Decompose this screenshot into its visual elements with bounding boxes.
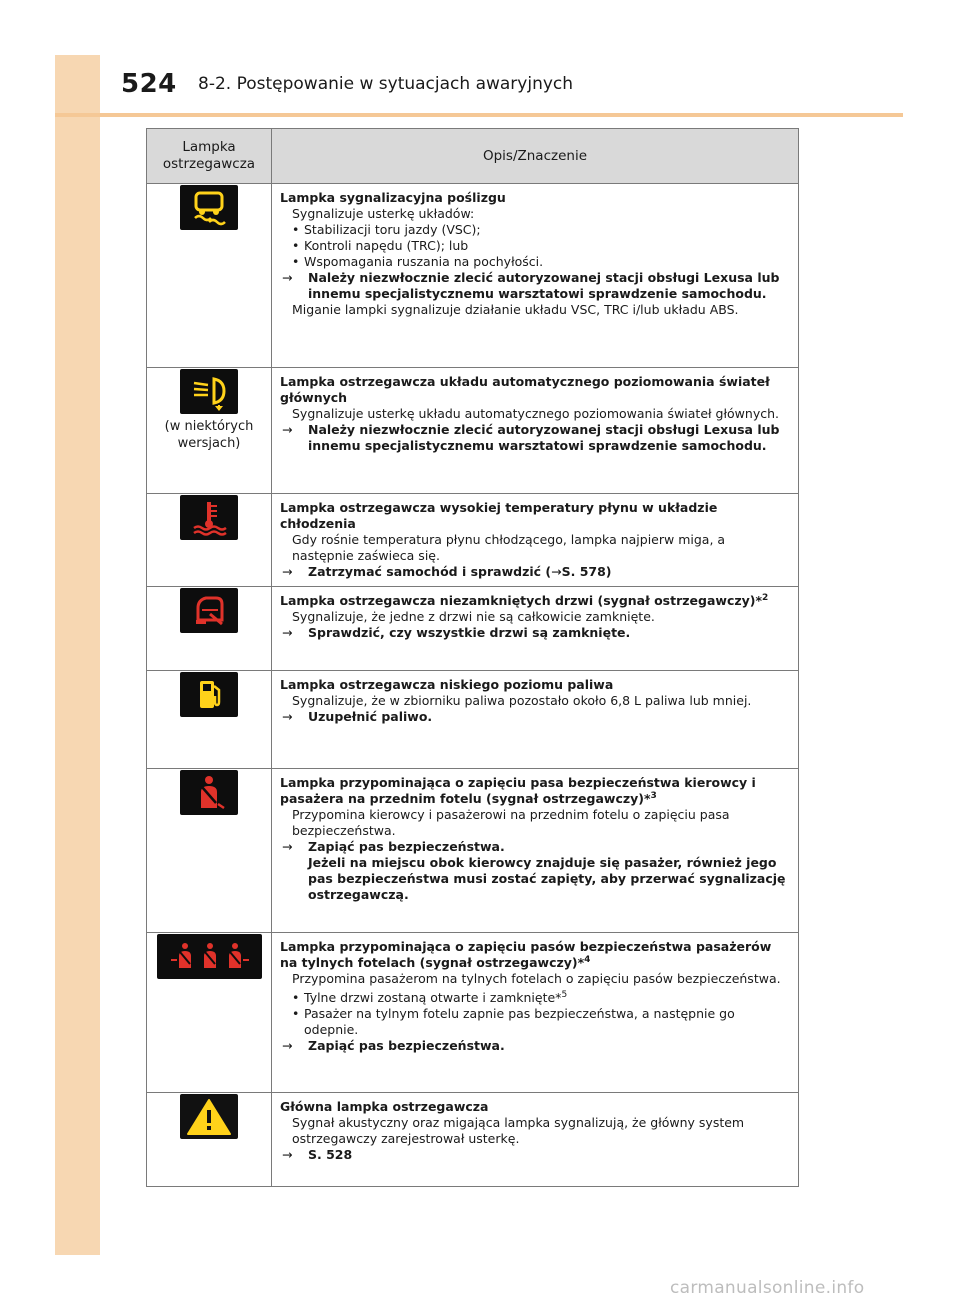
description-cell xyxy=(272,494,799,587)
watermark: carmanualsonline.info xyxy=(670,1278,865,1298)
table-row xyxy=(147,671,799,769)
lamp-title: Lampka ostrzegawcza wysokiej temperatury płynu w układzie chłodzenia xyxy=(280,500,718,531)
page-number: 524 xyxy=(121,69,177,99)
description-cell xyxy=(272,368,799,494)
description-cell xyxy=(272,671,799,769)
table-header-row xyxy=(147,129,799,184)
lamp-title: Lampka sygnalizacyjna poślizgu xyxy=(280,190,506,205)
slip-indicator-icon xyxy=(180,185,238,230)
header-rule xyxy=(55,113,903,117)
lamp-cell xyxy=(147,494,272,587)
lamp-intro: Sygnalizuje, że jedne z drzwi nie są całkowicie zamknięte. xyxy=(292,609,655,624)
table-row xyxy=(147,368,799,494)
table-row xyxy=(147,1093,799,1187)
lamp-cell xyxy=(147,933,272,1093)
table-row xyxy=(147,494,799,587)
lamp-intro: Przypomina pasażerom na tylnych fotelach o zapięciu pasów bezpieczeństwa. xyxy=(292,971,781,986)
table-row xyxy=(147,933,799,1093)
list-item: • Kontroli napędu (TRC); lub xyxy=(292,238,469,253)
lamp-intro: Sygnał akustyczny oraz migająca lampka sygnalizują, że główny system ostrzegawczy zarejestrował usterkę. xyxy=(292,1115,745,1146)
lamp-action: → Zapiąć pas bezpieczeństwa. xyxy=(282,1038,505,1054)
variant-note: (w niektórych wersjach) xyxy=(164,419,254,451)
lamp-cell xyxy=(147,184,272,368)
lamp-intro: Sygnalizuje usterkę układów: xyxy=(292,206,475,221)
chapter-side-tab xyxy=(55,55,100,1255)
lamp-action: → Należy niezwłocznie zlecić autoryzowanej stacji obsługi Lexusa lub innemu specjalistycznemu warsztatowi sprawdzenie samochodu. xyxy=(282,270,780,301)
lamp-title: Lampka ostrzegawcza niskiego poziomu paliwa xyxy=(280,677,614,692)
description-cell xyxy=(272,184,799,368)
list-item: • Stabilizacji toru jazdy (VSC); xyxy=(292,222,481,237)
arrow-right-icon: → xyxy=(282,270,293,285)
lamp-action: → S. 528 xyxy=(282,1147,353,1162)
lamp-action: → Sprawdzić, czy wszystkie drzwi są zamknięte. xyxy=(282,625,631,640)
lamp-action: → Zapiąć pas bezpieczeństwa. Jeżeli na miejscu obok kierowcy znajduje się pasażer, również jego pas bezpieczeństwa musi zostać zapięty, aby przerwać sygnalizację ostrzegawczą. xyxy=(282,839,786,902)
lamp-action: → Należy niezwłocznie zlecić autoryzowanej stacji obsługi Lexusa lub innemu specjalistycznemu warsztatowi sprawdzenie samochodu. xyxy=(282,422,780,453)
lamp-intro: Gdy rośnie temperatura płynu chłodzącego, lampka najpierw miga, a następnie zaświeca się. xyxy=(292,532,726,563)
seatbelt-reminder-icon xyxy=(180,770,238,815)
master-warning-icon xyxy=(180,1094,238,1139)
lamp-title: Lampka ostrzegawcza układu automatycznego poziomowania świateł głównych xyxy=(280,374,770,405)
arrow-right-icon: → xyxy=(551,564,562,579)
rear-seatbelt-reminder-icon xyxy=(157,934,262,979)
lamp-cell xyxy=(147,1093,272,1187)
lamp-intro: Sygnalizuje usterkę układu automatycznego poziomowania świateł głównych. xyxy=(292,406,779,421)
description-cell xyxy=(272,1093,799,1187)
lamp-title: Lampka ostrzegawcza niezamkniętych drzwi (sygnał ostrzegawczy)*$^2$ xyxy=(280,592,769,608)
lamp-title: Lampka przypominająca o zapięciu pasów bezpieczeństwa pasażerów na tylnych fotelach (sygnał ostrzegawczy)*$^4$ xyxy=(280,939,772,970)
open-door-icon xyxy=(180,588,238,633)
coolant-temperature-icon xyxy=(180,495,238,540)
lamp-cell xyxy=(147,769,272,933)
lamp-cell xyxy=(147,671,272,769)
section-title: 8-2. Postępowanie w sytuacjach awaryjnych xyxy=(198,74,574,94)
arrow-right-icon: → xyxy=(282,1147,293,1162)
lamp-intro: Przypomina kierowcy i pasażerowi na przednim fotelu o zapięciu pasa bezpieczeństwa. xyxy=(292,807,730,838)
lamp-action: → Zatrzymać samochód i sprawdzić (→S. 578) xyxy=(282,564,612,579)
headlight-leveling-icon xyxy=(180,369,238,414)
table-row xyxy=(147,769,799,933)
low-fuel-icon xyxy=(180,672,238,717)
column-header-description: Opis/Znaczenie xyxy=(272,129,799,184)
description-cell xyxy=(272,587,799,671)
description-cell xyxy=(272,933,799,1093)
arrow-right-icon: → xyxy=(282,564,293,579)
warning-lamps-table xyxy=(146,128,799,1187)
arrow-right-icon: → xyxy=(282,422,293,437)
arrow-right-icon: → xyxy=(282,1038,293,1054)
list-item: • Pasażer na tylnym fotelu zapnie pas bezpieczeństwa, a następnie go odepnie. xyxy=(292,1006,735,1038)
lamp-note: Miganie lampki sygnalizuje działanie układu VSC, TRC i/lub układu ABS. xyxy=(292,302,739,317)
page-header xyxy=(55,55,903,115)
column-header-lamp: Lampka ostrzegawcza xyxy=(147,129,272,184)
arrow-right-icon: → xyxy=(282,709,293,724)
lamp-intro: Sygnalizuje, że w zbiorniku paliwa pozostało około 6,8 L paliwa lub mniej. xyxy=(292,693,752,708)
list-item: • Tylne drzwi zostaną otwarte i zamknięte*$^5$ xyxy=(292,990,568,1006)
lamp-cell xyxy=(147,368,272,494)
list-item: • Wspomagania ruszania na pochyłości. xyxy=(292,254,544,269)
table-row xyxy=(147,587,799,671)
table-row xyxy=(147,184,799,368)
lamp-cell xyxy=(147,587,272,671)
lamp-action: → Uzupełnić paliwo. xyxy=(282,709,433,724)
lamp-title: Lampka przypominająca o zapięciu pasa bezpieczeństwa kierowcy i pasażera na przednim fotelu (sygnał ostrzegawczy)*$^3$ xyxy=(280,775,756,806)
arrow-right-icon: → xyxy=(282,839,293,854)
lamp-title: Główna lampka ostrzegawcza xyxy=(280,1099,489,1114)
arrow-right-icon: → xyxy=(282,625,293,640)
description-cell xyxy=(272,769,799,933)
